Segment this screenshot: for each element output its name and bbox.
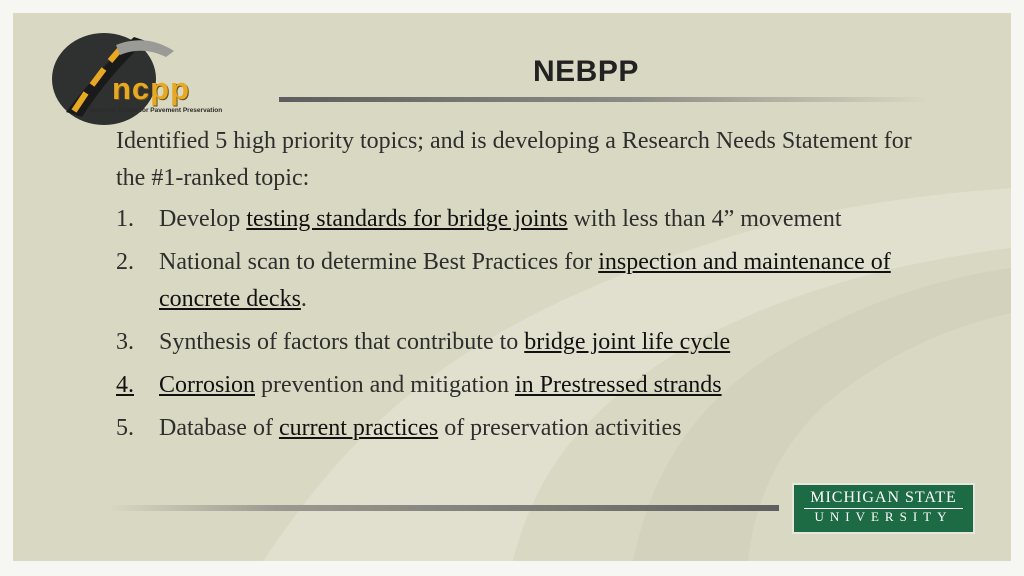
item-highlight: Corrosion bbox=[159, 372, 255, 398]
item-highlight: in Prestressed strands bbox=[514, 372, 722, 398]
msu-logo bbox=[792, 483, 975, 534]
bottom-divider bbox=[109, 505, 779, 511]
logo-subtitle: National Center for Pavement Preservation bbox=[90, 107, 223, 114]
msu-name-line1: MICHIGAN STATE bbox=[810, 489, 957, 506]
item-text: National scan to determine Best Practices for bbox=[159, 249, 599, 275]
item-number: 1. bbox=[116, 206, 134, 232]
item-highlight: inspection and maintenance of concrete decks bbox=[159, 249, 891, 312]
ncpp-logo bbox=[46, 27, 276, 127]
item-text: Synthesis of factors that contribute to bbox=[159, 329, 525, 355]
topic-item-2 bbox=[116, 244, 936, 318]
title-divider bbox=[279, 97, 929, 102]
msu-name-line2: UNIVERSITY bbox=[814, 509, 953, 524]
item-highlight: current practices bbox=[278, 415, 439, 441]
item-text: . bbox=[300, 286, 307, 312]
item-text: Develop bbox=[159, 206, 247, 232]
item-number: 4. bbox=[116, 372, 134, 398]
topic-item-3 bbox=[116, 324, 936, 361]
item-number: 2. bbox=[116, 249, 134, 275]
item-text: Database of bbox=[159, 415, 279, 441]
slide-title: NEBPP bbox=[533, 55, 639, 88]
item-number: 3. bbox=[116, 329, 134, 355]
topic-list bbox=[116, 201, 936, 447]
item-text: prevention and mitigation bbox=[255, 372, 515, 398]
intro-text: Identified 5 high priority topics; and is developing a Research Needs Statement for the #1-ranked topic: bbox=[116, 128, 912, 191]
topic-item-1 bbox=[116, 201, 936, 238]
logo-name: ncpp bbox=[112, 71, 191, 106]
topic-item-5 bbox=[116, 410, 936, 447]
slide bbox=[13, 13, 1011, 561]
item-text: of preservation activities bbox=[438, 415, 682, 441]
item-highlight: bridge joint life cycle bbox=[524, 329, 731, 355]
topic-item-4 bbox=[116, 367, 936, 404]
slide-body bbox=[116, 123, 936, 453]
item-highlight: testing standards for bridge joints bbox=[246, 206, 568, 232]
item-number: 5. bbox=[116, 415, 134, 441]
item-text: with less than 4” movement bbox=[567, 206, 842, 232]
